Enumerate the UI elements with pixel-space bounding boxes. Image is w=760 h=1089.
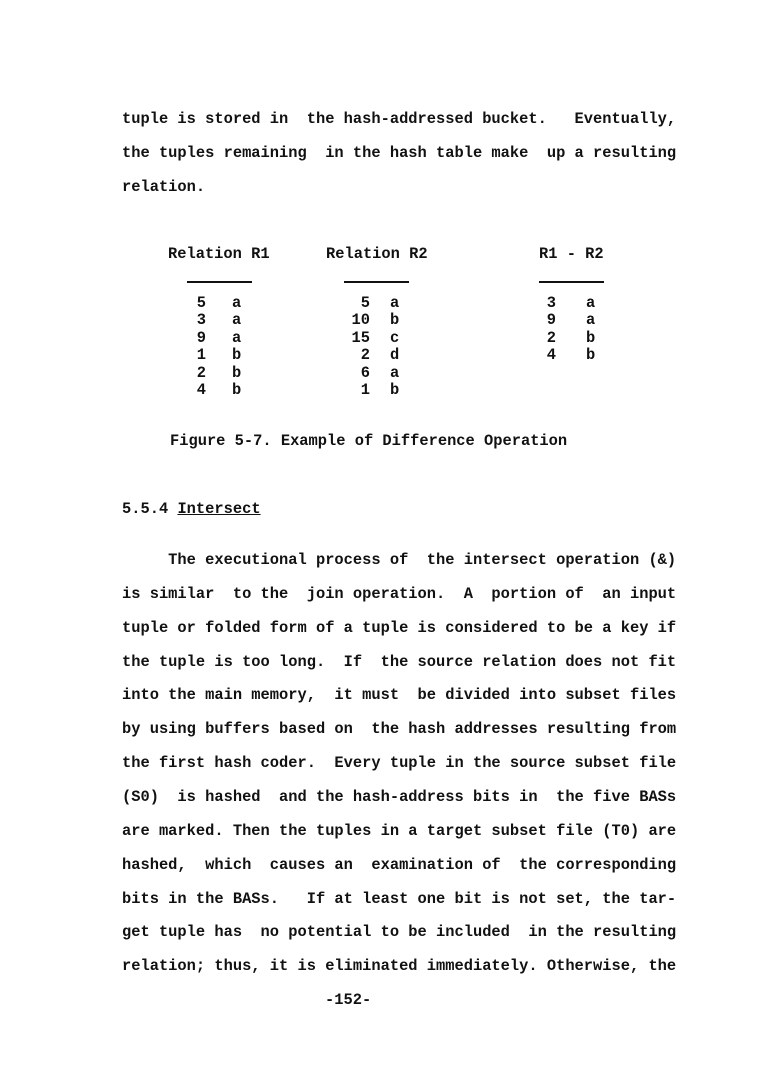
table-cell-letter: b — [586, 346, 596, 365]
table-header-diff: R1 - R2 — [539, 245, 604, 263]
table-cell-number: 5 — [196, 294, 206, 312]
table-cell-letter: a — [586, 294, 596, 312]
table-cell-number: 1 — [196, 346, 206, 365]
text-line: bits in the BASs. If at least one bit is not set, the tar- — [122, 889, 677, 908]
table-cell-letter: b — [586, 328, 596, 347]
text-line: are marked. Then the tuples in a target subset file (T0) are — [122, 821, 677, 840]
text-line: into the main memory, it must be divided into subset files — [122, 686, 677, 705]
table-cell-letter: b — [390, 381, 400, 399]
table-cell-letter: c — [390, 328, 400, 347]
table-cell-number: 2 — [546, 328, 556, 347]
table-cell-number: 2 — [196, 363, 206, 382]
text-line: the tuple is too long. If the source relation does not fit — [122, 652, 677, 671]
text-line: hashed, which causes an examination of the corresponding — [122, 855, 677, 874]
text-line: The executional process of the intersect operation (&) — [122, 551, 677, 569]
text-line: relation. — [122, 178, 206, 196]
table-header-r2: Relation R2 — [326, 245, 428, 263]
table-cell-letter: b — [232, 346, 242, 365]
table-cell-number: 15 — [351, 328, 370, 347]
text-line: the tuples remaining in the hash table make up a resulting — [122, 144, 677, 162]
table-cell-number: 4 — [546, 346, 556, 365]
table-header-r1: Relation R1 — [168, 245, 270, 263]
table-cell-number: 9 — [546, 311, 556, 330]
figure-caption: Figure 5-7. Example of Difference Operation — [170, 432, 568, 450]
divider — [344, 281, 409, 283]
text-line: is similar to the join operation. A portion of an input — [122, 584, 677, 603]
divider — [187, 281, 252, 283]
table-cell-letter: b — [232, 363, 242, 382]
text-line: tuple is stored in the hash-addressed bucket. Eventually, — [122, 110, 677, 128]
table-cell-letter: a — [232, 294, 242, 312]
table-cell-letter: a — [586, 311, 596, 330]
table-cell-letter: b — [390, 311, 400, 330]
table-cell-number: 2 — [360, 346, 370, 365]
table-cell-number: 3 — [546, 294, 556, 312]
table-cell-letter: a — [390, 363, 400, 382]
table-cell-letter: a — [390, 294, 400, 312]
divider — [539, 281, 604, 283]
text-line: tuple or folded form of a tuple is considered to be a key if — [122, 618, 677, 637]
table-cell-number: 6 — [360, 363, 370, 382]
table-cell-number: 5 — [360, 294, 370, 312]
text-line: (S0) is hashed and the hash-address bits in the five BASs — [122, 787, 677, 806]
section-title: Intersect — [177, 500, 261, 518]
text-line: relation; thus, it is eliminated immediately. Otherwise, the — [122, 957, 677, 976]
section-number: 5.5.4 — [122, 500, 169, 518]
section-heading — [122, 499, 261, 519]
table-cell-letter: a — [232, 311, 242, 330]
table-cell-letter: d — [390, 346, 400, 365]
table-cell-letter: a — [232, 328, 242, 347]
table-cell-number: 9 — [196, 328, 206, 347]
table-cell-letter: b — [232, 381, 242, 399]
text-line: the first hash coder. Every tuple in the source subset file — [122, 754, 677, 773]
table-cell-number: 1 — [360, 381, 370, 399]
text-line: get tuple has no potential to be included in the resulting — [122, 923, 677, 942]
table-cell-number: 10 — [351, 311, 370, 330]
table-cell-number: 4 — [196, 381, 206, 399]
page-number: -152- — [325, 991, 372, 1009]
table-cell-number: 3 — [196, 311, 206, 330]
text-line: by using buffers based on the hash addresses resulting from — [122, 720, 677, 739]
